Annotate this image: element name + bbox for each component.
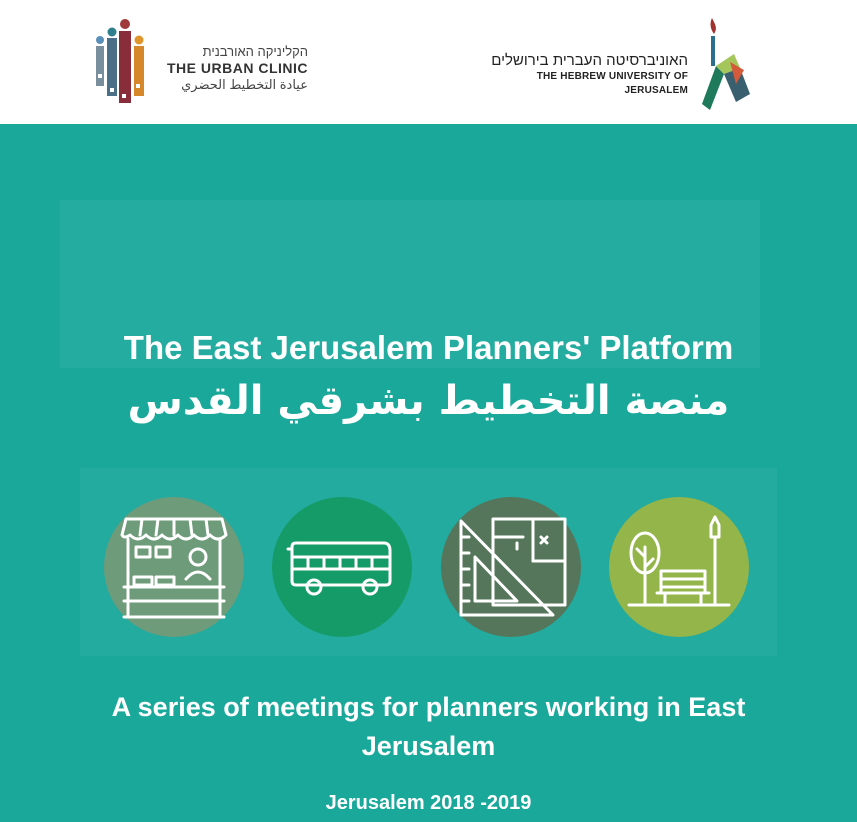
urban-clinic-figures-icon [92, 18, 152, 110]
hebrew-university-logo-text [478, 52, 688, 98]
subtitle: A series of meetings for planners working in East Jerusalem [111, 692, 746, 761]
clinic-name-hebrew: הקליניקה האורבנית [202, 44, 308, 59]
event-date: Jerusalem 2018 -2019 [325, 792, 532, 814]
bus-circle [272, 497, 412, 637]
drafting-triangle-plan-icon [441, 497, 581, 637]
page-title-arabic: منصة التخطيط بشرقي القدس [127, 378, 730, 424]
park-bench-tree-lamp-icon [609, 497, 749, 637]
market-stall-icon [104, 497, 244, 637]
page-title-english: The East Jerusalem Planners' Platform [123, 329, 734, 366]
park-circle [609, 497, 749, 637]
urban-clinic-logo-text [158, 44, 308, 93]
hebrew-university-logo [478, 14, 758, 110]
bus-icon [272, 497, 412, 637]
university-name-hebrew: האוניברסיטה העברית בירושלים [491, 52, 688, 69]
clinic-name-english: THE URBAN CLINIC [167, 60, 308, 76]
market-stall-circle [104, 497, 244, 637]
hebrew-university-emblem-icon [696, 14, 752, 110]
urban-clinic-logo [92, 18, 312, 110]
clinic-name-arabic: عيادة التخطيط الحضري [181, 77, 308, 92]
header [0, 0, 857, 124]
planning-circle [441, 497, 581, 637]
university-name-english: THE HEBREW UNIVERSITY OF JERUSALEM [536, 71, 688, 96]
